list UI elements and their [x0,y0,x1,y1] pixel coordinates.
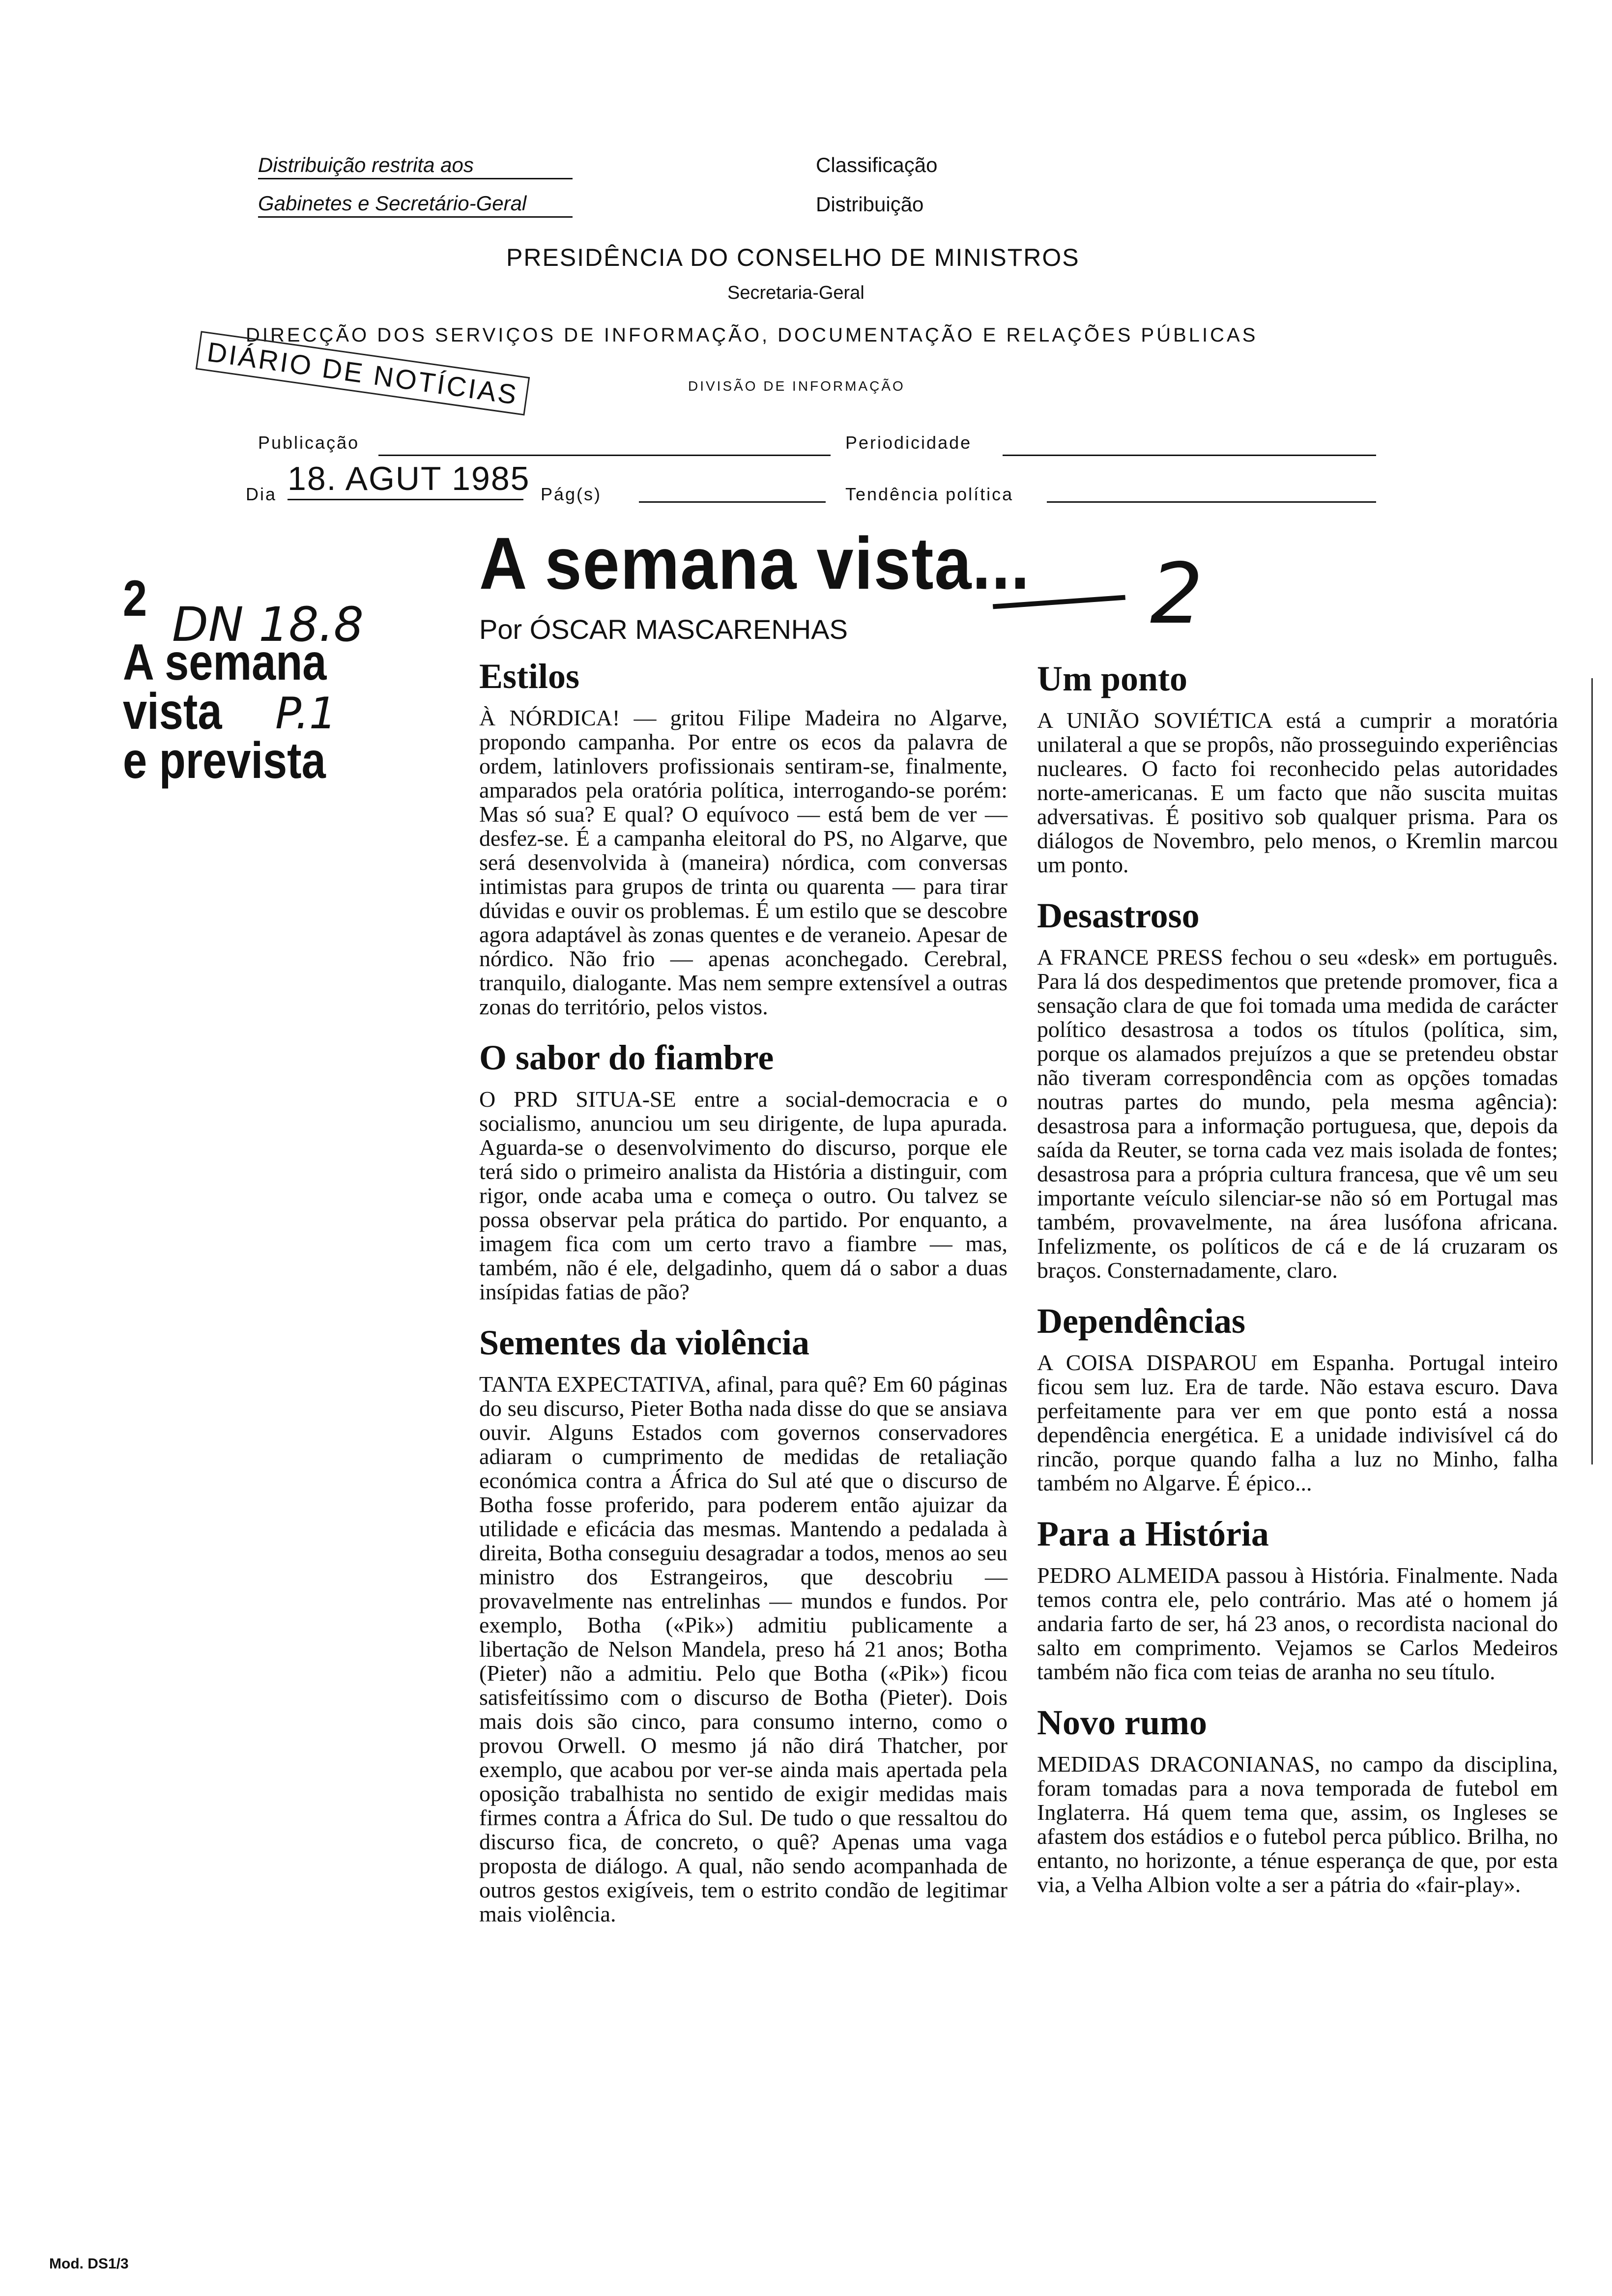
distribution-line-1: Distribuição restrita aos [258,153,474,176]
distribuicao-label: Distribuição [816,193,924,216]
section-body-sementes-violencia: TANTA EXPECTATIVA, afinal, para quê? Em 60 páginas do seu discurso, Pieter Botha nada disse do que se ansiava ouvir. Alguns Estados com governos conservadores adiaram o cumprimento de medidas de retaliação económica contra a África do Sul até que o discurso de Botha fosse proferido, para poderem então ajuizar da utilidade e eficácia das mesmas. Mantendo a pedalada à direita, Botha conseguiu desagradar a todos, menos ao seu ministro dos Estrangeiros, que descobriu — provavelmente nas entrelinhas — mundos e fundos. Por exemplo, Botha («Pik») admitiu publicamente a libertação de Nelson Mandela, preso há 21 anos; Botha (Pieter) não a admitiu. Pelo que Botha («Pik») ficou satisfeitíssimo com o discurso de Botha (Pieter). Dois mais dois são cinco, para consumo interno, como o provou Orwell. O mesmo já não dirá Thatcher, por exemplo, que acabou por ver-se ainda mais apertada pela oposição trabalhista no sentido de exigir medidas mais firmes contra a África do Sul. De tudo o que ressaltou do discurso fica, de concreto, o quê? Apenas uma vaga proposta de diálogo. A qual, não sendo acompanhada de outros gestos exigíveis, tem o estrito condão de legitimar mais violência. [479,1372,1008,1926]
clipping-edge-line [1591,678,1593,1464]
handwritten-page-number: 2 [1150,545,1204,643]
periodicidade-rule [1003,455,1376,456]
presidencia-heading: PRESIDÊNCIA DO CONSELHO DE MINISTROS [506,244,1080,271]
sidebar-number: 2 [123,570,147,627]
sidebar-handwritten-mark: P.1 [275,688,337,739]
section-body-um-ponto: A UNIÃO SOVIÉTICA está a cumprir a moratória unilateral a que se propôs, não prosseguindo experiências nucleares. O facto foi reconhecido pelas autoridades norte-americanas. E um facto que não suscita muitas adversativas. É positivo sob qualquer prisma. Para os diálogos de Novembro, pelo menos, o Kremlin marcou um ponto. [1037,708,1558,877]
classificacao-label: Classificação [816,153,938,176]
publicacao-label: Publicação [258,432,360,453]
section-body-sabor-fiambre: O PRD SITUA-SE entre a social-democracia e o socialismo, anunciou um seu dirigente, de lupa apurada. Aguarda-se o desenvolvimento do discurso, porque ele terá sido o primeiro analista da História a distinguir, com rigor, onde acaba uma e começa o outro. Ou talvez se possa observar pela prática do partido. Por enquanto, a imagem fica com um certo travo a fiambre — mas, também, não é ele, delgadinho, quem dá o sabor a duas insípidas fatias de pão? [479,1087,1008,1304]
section-body-estilos: À NÓRDICA! — gritou Filipe Madeira no Algarve, propondo campanha. Por entre os ecos da palavra de ordem, latinlovers profissionais sentiram-se, finalmente, amparados pela oratória política, interrogando-se porém: Mas só sua? E qual? O equívoco — está bem de ver — desfez-se. É a campanha eleitoral do PS, no Algarve, que será desenvolvida à (maneira) nórdica, com conversas intimistas para grupos de trinta ou quarenta — para tirar dúvidas e ouvir os problemas. É um estilo que se descobre agora adaptável às zonas quentes e de veraneio. Apesar de nórdico. Não frio — apenas aconchegado. Cerebral, tranquilo, dialogante. Mas nem sempre extensível a outras zonas do território, pelos vistos. [479,705,1008,1019]
right-column [1037,659,1558,1915]
sidebar-line-1: A semana [123,634,327,691]
section-body-novo-rumo: MEDIDAS DRACONIANAS, no campo da disciplina, foram tomadas para a nova temporada de futebol em Inglaterra. Há quem tema que, assim, os Ingleses se afastem dos estádios e o futebol perca público. Brilha, no entanto, no horizonte, a ténue esperança de que, por esta via, a Velha Albion volte a ser a pátria do «fair-play». [1037,1751,1558,1897]
distribution-line-2: Gabinetes e Secretário-Geral [258,192,527,215]
article-title: A semana vista... [479,522,1031,604]
left-column [479,656,1008,1945]
dia-label: Dia [246,484,277,504]
section-body-dependencias: A COISA DISPAROU em Espanha. Portugal inteiro ficou sem luz. Era de tarde. Não estava escuro. Dava perfeitamente para ver em que ponto está a nossa dependência energética. E a unidade indivisível cá do rincão, porque quando falha a luz no Minho, falha também no Algarve. É épico... [1037,1350,1558,1495]
section-body-desastroso: A FRANCE PRESS fechou o seu «desk» em português. Para lá dos despedimentos que pretende promover, fica a sensação clara de que foi tomada uma medida de carácter político desastrosa a todos os títulos (política, sim, porque os alamados prejuízos a que se pretendeu obstar não tiveram correspondência com as opções tomadas noutras partes do mundo, pela mesma agência): desastrosa para a informação portuguesa, que, depois da saída da Reuter, se torna cada vez mais isolada de fontes; desastrosa para a própria cultura francesa, que vê um seu importante veículo silenciar-se não só em Portugal mas também, provavelmente, na área lusófona africana. Infelizmente, os políticos de cá e de lá cruzaram os braços. Consternadamente, claro. [1037,945,1558,1283]
divisao-label: DIVISÃO DE INFORMAÇÃO [688,378,905,394]
distribution-underline [258,178,573,179]
pags-rule [639,501,826,503]
section-body-para-historia: PEDRO ALMEIDA passou à História. Finalmente. Nada temos contra ele, pelo contrário. Mas até o homem já andaria farto de ser, há 23 anos, o recordista nacional do salto em comprimento. Vejamos se Carlos Medeiros também não fica com teias de aranha no seu título. [1037,1563,1558,1684]
sidebar-line-2: vista [123,683,222,740]
pags-label: Pág(s) [541,484,602,504]
form-model-number: Mod. DS1/3 [49,2256,129,2272]
section-heading-desastroso: Desastroso [1037,896,1200,935]
newspaper-stamp: DIÁRIO DE NOTÍCIAS [196,331,530,415]
secretaria-label: Secretaria-Geral [727,283,864,303]
section-heading-estilos: Estilos [479,657,580,696]
distribution-underline-2 [258,216,573,218]
section-heading-dependencias: Dependências [1037,1301,1246,1341]
tendencia-rule [1047,501,1376,503]
section-heading-sementes-violencia: Sementes da violência [479,1323,809,1362]
direccao-line: DIRECÇÃO DOS SERVIÇOS DE INFORMAÇÃO, DOCUMENTAÇÃO E RELAÇÕES PÚBLICAS [246,324,1258,346]
dia-rule [288,499,523,500]
section-heading-um-ponto: Um ponto [1037,659,1188,698]
tendencia-label: Tendência política [845,484,1014,504]
publicacao-rule [378,455,831,456]
periodicidade-label: Periodicidade [845,432,972,453]
sidebar-handwritten-ref: DN 18.8 [172,597,364,652]
section-heading-novo-rumo: Novo rumo [1037,1703,1207,1742]
dia-value: 18. AGUT 1985 [288,460,530,497]
article-byline: Por ÓSCAR MASCARENHAS [479,614,848,645]
section-heading-sabor-fiambre: O sabor do fiambre [479,1038,774,1077]
section-heading-para-historia: Para a História [1037,1514,1269,1553]
sidebar-line-3: e prevista [123,732,326,789]
